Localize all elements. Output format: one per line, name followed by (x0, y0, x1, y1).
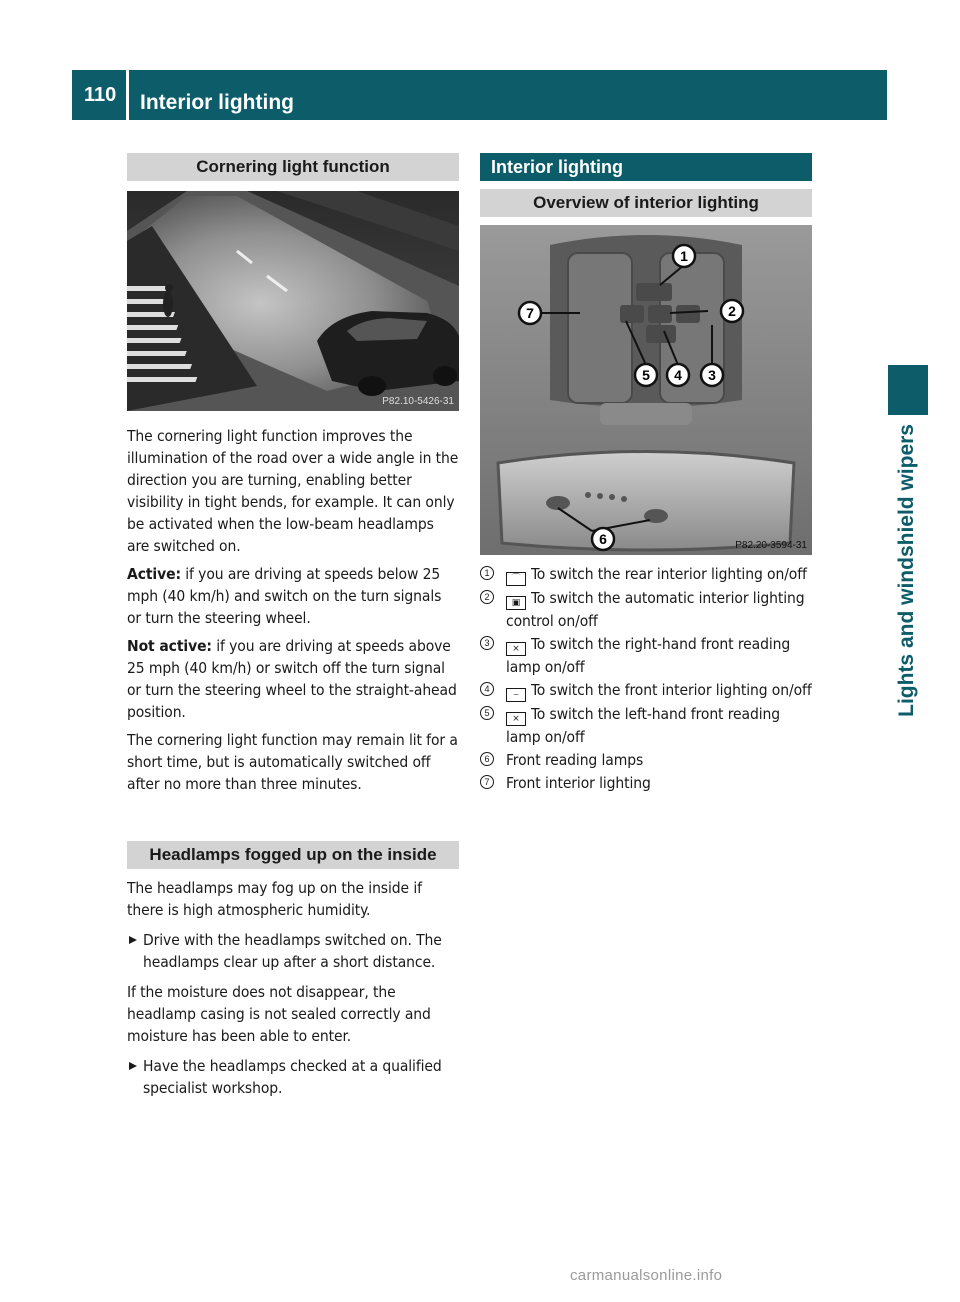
watermark: carmanualsonline.info (570, 1267, 723, 1284)
callout-4 (667, 364, 689, 386)
active-text: if you are driving at speeds below 25 mph (40 km/h) and switch on the turn signals or turn the steering wheel. (127, 565, 442, 627)
callout-2 (721, 300, 743, 322)
reading-lamp-icon: ⨯ (506, 712, 526, 726)
legend-number: 2 (480, 590, 494, 604)
overview-heading: Overview of interior lighting (480, 189, 812, 217)
side-tab-label-box (889, 424, 925, 864)
legend-number: 4 (480, 682, 494, 696)
callout-1 (673, 245, 695, 267)
cornering-active (127, 563, 459, 629)
auto-light-icon: ▣ (506, 596, 526, 610)
bullet-2-text: Have the headlamps checked at a qualified specialist workshop. (143, 1057, 442, 1097)
bullet-arrow-icon (129, 936, 137, 944)
svg-text:1: 1 (680, 248, 688, 264)
fogged-intro: The headlamps may fog up on the inside if there is high atmospheric humidity. (127, 879, 422, 919)
legend-number: 5 (480, 706, 494, 720)
legend-item-7 (480, 772, 812, 794)
svg-text:2: 2 (728, 303, 736, 319)
callout-6 (592, 528, 614, 550)
legend-text: Front interior lighting (506, 774, 651, 792)
bullet-arrow-icon (129, 1062, 137, 1070)
cornering-illustration (127, 191, 459, 411)
cornering-heading: Cornering light function (127, 153, 459, 181)
fogged-bullet-1 (127, 929, 459, 973)
bullet-1-text: Drive with the headlamps switched on. The headlamps clear up after a short distance. (143, 931, 442, 971)
legend-number: 1 (480, 566, 494, 580)
legend-item-5 (480, 703, 812, 748)
fogged-moisture: If the moisture does not disappear, the headlamp casing is not sealed correctly and moisture has been able to enter. (127, 983, 431, 1045)
cornering-remain: The cornering light function may remain lit for a short time, but is automatically switched off after no more than three minutes. (127, 731, 458, 793)
legend-number: 7 (480, 775, 494, 789)
svg-text:5: 5 (642, 367, 650, 383)
page-number: 110 (84, 84, 117, 106)
legend-text: Front reading lamps (506, 751, 644, 769)
active-label: Active: (127, 565, 181, 583)
reading-lamp-icon: ⨯ (506, 642, 526, 656)
legend-list (480, 563, 812, 794)
legend-text: To switch the front interior lighting on/off (531, 681, 812, 699)
legend-number: 3 (480, 636, 494, 650)
interior-figure (480, 225, 812, 555)
interior-illustration (480, 225, 812, 555)
not-active-label: Not active: (127, 637, 212, 655)
side-tab-label: Lights and windshield wipers (895, 424, 918, 717)
figure-code: P82.10-5426-31 (382, 396, 454, 407)
callout-5 (635, 364, 657, 386)
front-light-icon: ⌣ (506, 688, 526, 702)
legend-text: To switch the rear interior lighting on/off (531, 565, 807, 583)
legend-text: To switch the left-hand front reading lamp on/off (506, 705, 780, 746)
legend-item-3 (480, 633, 812, 678)
right-column (480, 153, 812, 794)
cornering-intro: The cornering light function improves the illumination of the road over a wide angle in the direction you are turning, enabling better visibility in tight bends, for example. It can only be activated when the low-beam headlamps are switched on. (127, 427, 459, 555)
svg-text:6: 6 (599, 531, 607, 547)
svg-text:4: 4 (674, 367, 682, 383)
fogged-bullet-2 (127, 1055, 459, 1099)
page-title: Interior lighting (140, 91, 294, 114)
legend-item-1 (480, 563, 812, 586)
figure-code: P82.20-3594-31 (735, 540, 807, 551)
left-column (127, 153, 459, 1099)
side-tab (888, 365, 928, 415)
interior-lighting-heading: Interior lighting (480, 153, 812, 181)
cornering-figure (127, 191, 459, 411)
callout-7 (519, 302, 541, 324)
legend-item-4 (480, 679, 812, 702)
header-divider (126, 70, 129, 120)
svg-text:3: 3 (708, 367, 716, 383)
rear-light-icon: ⌒ (506, 572, 526, 586)
cornering-not-active (127, 635, 459, 723)
legend-item-6 (480, 749, 812, 771)
legend-item-2 (480, 587, 812, 632)
fogged-heading: Headlamps fogged up on the inside (127, 841, 459, 869)
legend-number: 6 (480, 752, 494, 766)
callout-3 (701, 364, 723, 386)
legend-text: To switch the automatic interior lighting control on/off (506, 589, 805, 630)
svg-text:7: 7 (526, 305, 534, 321)
not-active-text: if you are driving at speeds above 25 mph (40 km/h) or switch off the turn signal or turn the steering wheel to the straight-ahead position. (127, 637, 457, 721)
legend-text: To switch the right-hand front reading lamp on/off (506, 635, 791, 676)
